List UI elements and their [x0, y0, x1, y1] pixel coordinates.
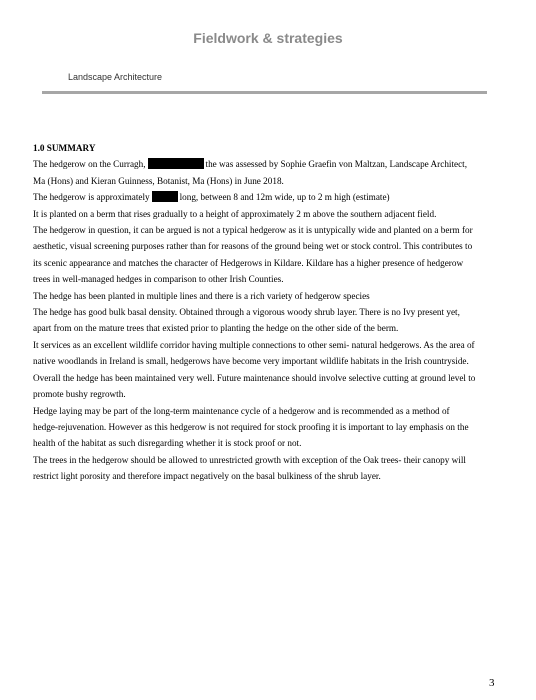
paragraph-line: health of the habitat as such disregarding whether it is stock proof or not.: [33, 438, 302, 449]
paragraph-line: aesthetic, visual screening purposes rather than for reasons of the ground being wet or stock control. This contributes to: [33, 241, 473, 252]
page-number: 3: [489, 677, 495, 689]
paragraph-line: It is planted on a berm that rises gradually to a height of approximately 2 m above the southern adjacent field.: [33, 208, 437, 219]
paragraph-line: It services as an excellent wildlife corridor having multiple connections to other semi- natural hedgerows. As the area of: [33, 339, 475, 350]
redaction-block: [152, 191, 178, 202]
document-body: [33, 140, 503, 485]
text-segment: the was assessed by Sophie Graefin von Maltzan, Landscape Architect,: [205, 159, 468, 170]
paragraph-line: trees in well-managed hedges in comparison to other Irish Counties.: [33, 274, 284, 285]
paragraph-line: its scenic appearance and matches the character of Hedgerows in Kildare. Kildare has a higher presence of hedgerow: [33, 257, 464, 268]
header-divider: [42, 91, 487, 94]
paragraph-line: The hedge has good bulk basal density. Obtained through a vigorous woody shrub layer. There is no Ivy present yet,: [33, 307, 460, 318]
text-segment: The hedgerow is approximately: [33, 192, 150, 203]
page-header-title: Fieldwork & strategies: [193, 30, 343, 46]
paragraph-line: hedge-rejuvenation. However as this hedgerow is not required for stock proofing it is important to lay emphasis on the: [33, 421, 469, 432]
paragraph-line: restrict light porosity and therefore impact negatively on the basal bulkiness of the shrub layer.: [33, 471, 381, 482]
paragraph-line: [33, 156, 503, 172]
paragraph-line: native woodlands in Ireland is small, hedgerows have become very important wildlife habitats in the Irish countryside.: [33, 356, 469, 367]
page-header-subtitle: Landscape Architecture: [68, 72, 163, 82]
paragraph-line: Overall the hedge has been maintained very well. Future maintenance should involve selective cutting at ground level to: [33, 372, 476, 383]
text-segment: The hedgerow on the Curragh,: [33, 159, 146, 170]
paragraph-line: Ma (Hons) and Kieran Guinness, Botanist, Ma (Hons) in June 2018.: [33, 175, 284, 186]
paragraph-line: Hedge laying may be part of the long-term maintenance cycle of a hedgerow and is recommended as a method of: [33, 405, 450, 416]
paragraph-line: The trees in the hedgerow should be allowed to unrestricted growth with exception of the Oak trees- their canopy will: [33, 454, 466, 465]
paragraph-line: apart from on the mature trees that existed prior to planting the hedge on the other side of the berm.: [33, 323, 399, 334]
paragraph-line: The hedge has been planted in multiple lines and there is a rich variety of hedgerow species: [33, 290, 370, 301]
paragraph-line: The hedgerow in question, it can be argued is not a typical hedgerow as it is untypically wide and planted on a berm for: [33, 225, 473, 236]
paragraph-line: promote bushy regrowth.: [33, 389, 126, 400]
text-segment: long, between 8 and 12m wide, up to 2 m high (estimate): [179, 192, 390, 203]
section-heading: 1.0 SUMMARY: [33, 143, 96, 153]
redaction-block: [148, 158, 204, 169]
paragraph-line: [33, 189, 503, 205]
